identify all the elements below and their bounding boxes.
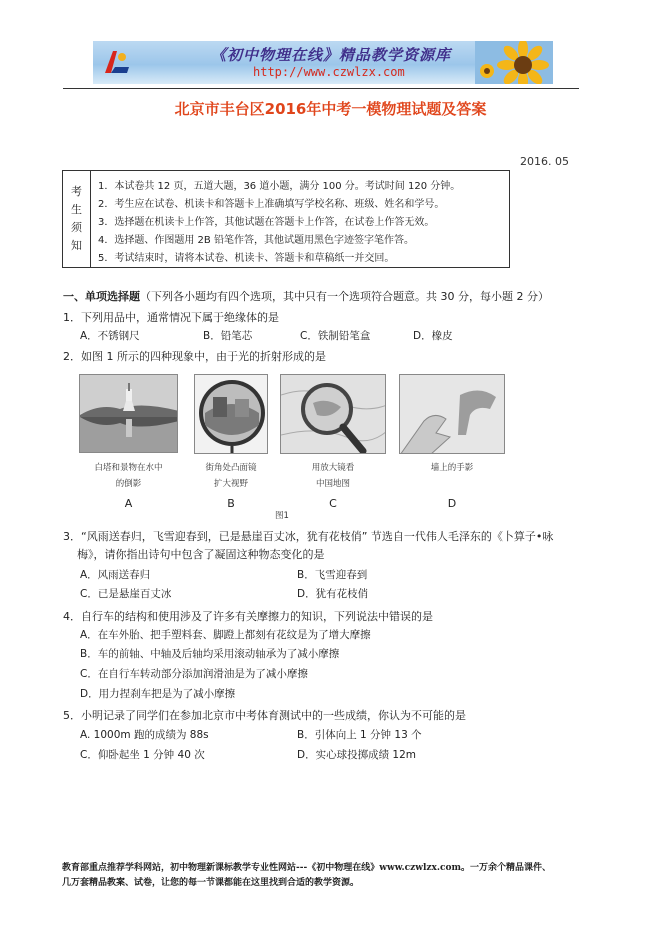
question-4: 4．自行车的结构和使用涉及了许多有关摩擦力的知识，下列说法中错误的是 — [63, 610, 433, 623]
notice-item: 4．选择题、作图题用 2B 铅笔作答，其他试题用黑色字迹签字笔作答。 — [98, 235, 414, 246]
question-5: 5．小明记录了同学们在参加北京市中考体育测试中的一些成绩，你认为不可能的是 — [63, 709, 466, 722]
caption-line: 用放大镜看 — [311, 463, 355, 473]
convex-mirror-image — [195, 375, 268, 454]
notice-item: 5．考试结束时，请将本试卷、机读卡、答题卡和草稿纸一并交回。 — [98, 253, 395, 264]
header-rule — [63, 88, 579, 89]
notice-heading-char: 生 — [71, 203, 82, 216]
banner-title: 《初中物理在线》精品教学资源库 — [211, 46, 452, 64]
q5-option-d: D．实心球投掷成绩 12m — [297, 749, 417, 761]
q4-option-c: C．在自行车转动部分添加润滑油是为了减小摩擦 — [80, 668, 308, 680]
q3-option-d: D．犹有花枝俏 — [297, 588, 369, 600]
footer-line: 教育部重点推荐学科网站，初中物理新课标教学专业性网站---《初中物理在线》www.czwlzx.com。一万余个精品课件、 — [62, 863, 552, 873]
figure-a-letter: A — [124, 497, 133, 510]
notice-item: 1．本试卷共 12 页，五道大题，36 道小题，满分 100 分。考试时间 120 分钟。 — [98, 181, 461, 192]
q4-option-d: D．用力捏刹车把是为了减小摩擦 — [80, 688, 236, 700]
figure-a-caption — [79, 460, 178, 492]
q1-option-b: B．铅笔芯 — [203, 330, 253, 342]
section-description: （下列各小题均有四个选项，其中只有一个选项符合题意。共 30 分，每小题 2 分） — [140, 290, 549, 303]
notice-items — [98, 178, 460, 268]
sunflower-image — [475, 41, 553, 84]
figure-c-caption — [280, 460, 386, 492]
question-3-line-2: 梅》，请你指出诗句中包含了凝固这种物态变化的是 — [77, 548, 325, 561]
q5-option-c: C．仰卧起坐 1 分钟 40 次 — [80, 749, 205, 761]
figure-c-magnifier-map — [280, 374, 386, 454]
q3-option-c: C．已是悬崖百丈冰 — [80, 588, 172, 600]
document-title: 北京市丰台区2016年中考一模物理试题及答案 — [174, 100, 487, 118]
header-banner — [93, 41, 553, 84]
figure-b-caption — [185, 460, 277, 492]
notice-heading-char: 知 — [71, 239, 82, 252]
footer-line: 几万套精品教案、试卷，让您的每一节课都能在这里找到合适的教学资源。 — [62, 878, 360, 888]
notice-item: 2．考生应在试卷、机读卡和答题卡上准确填写学校名称、班级、姓名和学号。 — [98, 199, 445, 210]
q1-option-d: D．橡皮 — [413, 330, 453, 342]
figure-b-convex-mirror — [194, 374, 268, 454]
figure-a-white-tower-reflection — [79, 374, 178, 453]
figure-d-letter: D — [447, 497, 457, 510]
section-title: 一、单项选择题 — [63, 290, 140, 303]
site-logo-icon — [101, 47, 131, 77]
question-3-line-1: 3．“风雨送春归，飞雪迎春到，已是悬崖百丈冰，犹有花枝俏” 节选自一代伟人毛泽东的《卜算子•咏 — [63, 530, 554, 543]
figure-label: 图1 — [275, 511, 289, 521]
notice-heading-char: 考 — [71, 185, 82, 198]
notice-heading — [63, 171, 91, 267]
q1-option-c: C．铁制铅笔盒 — [300, 330, 371, 342]
caption-line: 墙上的手影 — [430, 463, 474, 473]
q3-option-b: B．飞雪迎春到 — [297, 569, 368, 581]
q4-option-b: B．车的前轴、中轴及后轴均采用滚动轴承为了减小摩擦 — [80, 648, 340, 660]
caption-line: 扩大视野 — [213, 479, 248, 489]
banner-url: http://www.czwlzx.com — [253, 65, 405, 79]
page-footer — [62, 861, 602, 891]
magnifier-image — [281, 375, 386, 454]
hand-shadow-image — [400, 375, 505, 454]
question-2: 2．如图 1 所示的四种现象中，由于光的折射形成的是 — [63, 350, 326, 363]
caption-line: 街角处凸面镜 — [205, 463, 257, 473]
figure-c-letter: C — [329, 497, 337, 510]
figure-d-hand-shadow — [399, 374, 505, 454]
q4-option-a: A．在车外胎、把手塑料套、脚蹬上都刻有花纹是为了增大摩擦 — [80, 629, 371, 641]
notice-item: 3．选择题在机读卡上作答，其他试题在答题卡上作答，在试卷上作答无效。 — [98, 217, 435, 228]
notice-heading-char: 须 — [71, 221, 82, 234]
q5-option-a: A. 1000m 跑的成绩为 88s — [80, 729, 209, 741]
figure-d-caption — [399, 460, 505, 476]
exam-date: 2016. 05 — [520, 155, 569, 168]
q3-option-a: A．风雨送春归 — [80, 569, 151, 581]
q1-option-a: A．不锈钢尺 — [80, 330, 140, 342]
q5-option-b: B．引体向上 1 分钟 13 个 — [297, 729, 422, 741]
section-heading — [63, 288, 549, 304]
question-1: 1．下列用品中，通常情况下属于绝缘体的是 — [63, 311, 279, 324]
exam-notice-box — [62, 170, 510, 268]
caption-line: 的倒影 — [115, 479, 142, 489]
figure-b-letter: B — [227, 497, 235, 510]
caption-line: 中国地图 — [315, 479, 350, 489]
caption-line: 白塔和景物在水中 — [94, 463, 163, 473]
white-tower-image — [80, 375, 178, 453]
